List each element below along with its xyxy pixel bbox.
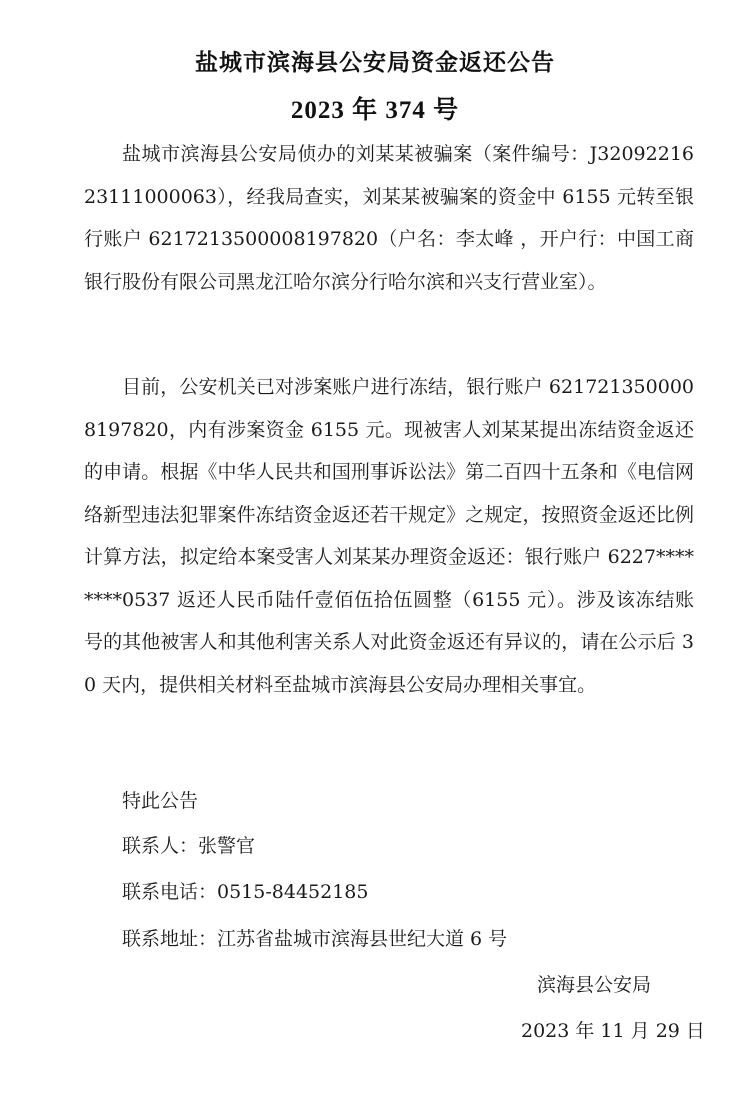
contact-address: 联系地址：江苏省盐城市滨海县世纪大道 6 号 [122, 928, 508, 950]
contact-phone: 联系电话：0515-84452185 [122, 881, 369, 903]
closing-text: 特此公告 [122, 790, 199, 812]
issue-date: 2023 年 11 月 29 日 [521, 1020, 705, 1042]
paragraph-case-details: 盐城市滨海县公安局侦办的刘某某被骗案（案件编号：J3209221623111000063），经我局查实，刘某某被骗案的资金中 6155 元转至银行账户 6217213500008197820（户名：李太峰 ，开户行：中国工商银行股份有限公司黑龙江哈尔滨分行哈尔滨和兴支行营业室）。 [84, 143, 694, 293]
issuer-name: 滨海县公安局 [537, 974, 652, 996]
notice-number: 2023 年 374 号 [290, 97, 460, 124]
contact-person: 联系人：张警官 [122, 835, 256, 857]
paragraph-refund-details: 目前，公安机关已对涉案账户进行冻结，银行账户 6217213500008197820，内有涉案资金 6155 元。现被害人刘某某提出冻结资金返还的申请。根据《中华人民共和国刑事诉讼法》第二百四十五条和《电信网络新型违法犯罪案件冻结资金返还若干规定》之规定，按照资金返还比例计算方法，拟定给本案受害人刘某某办理资金返还：银行账户 6227********0537 返还人民币陆仟壹佰伍拾伍圆整（6155 元）。涉及该冻结账号的其他被害人和其他利害关系人对此资金返还有异议的，请在公示后 30 天内，提供相关材料至盐城市滨海县公安局办理相关事宜。 [84, 376, 694, 696]
notice-title: 盐城市滨海县公安局资金返还公告 [195, 50, 555, 76]
